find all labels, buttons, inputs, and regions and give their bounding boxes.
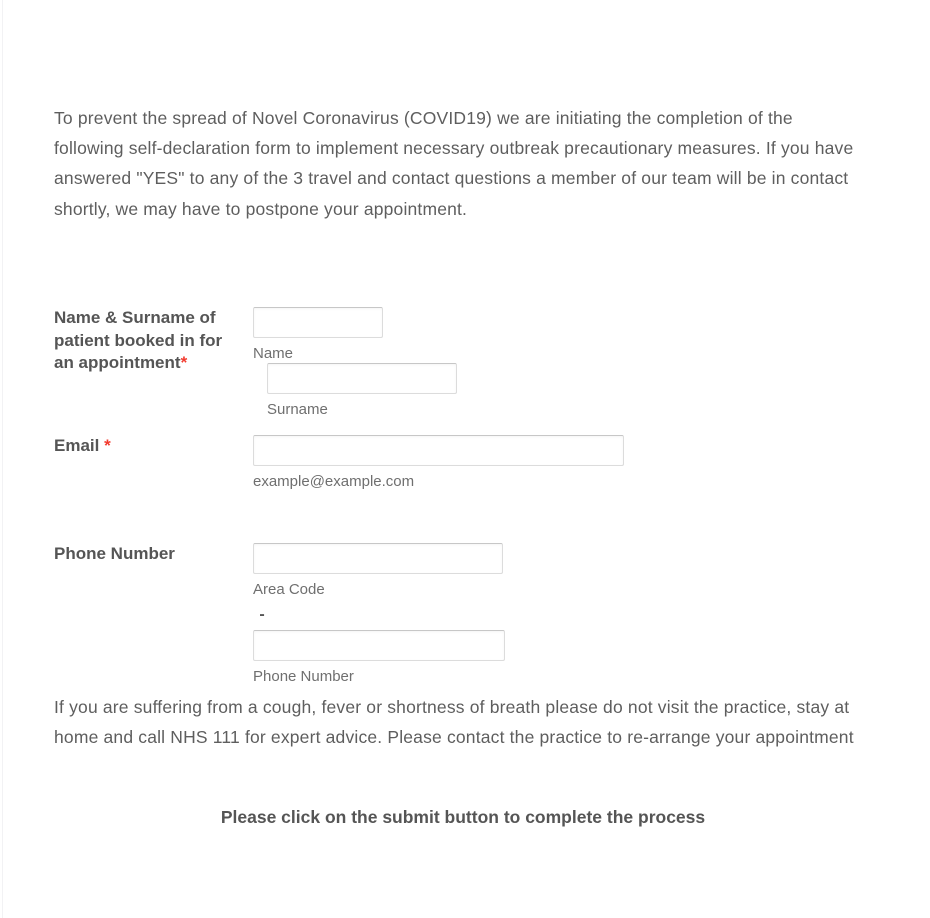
field-label-phone-number <box>54 543 244 566</box>
sub-label-phone-number: Phone Number <box>253 668 354 685</box>
area-code-input[interactable] <box>253 543 503 574</box>
intro-paragraph: To prevent the spread of Novel Coronavirus (COVID19) we are initiating the completion of the following self-declaration form to implement necessary outbreak precautionary measures. If you have answered "YES" to any of the 3 travel and contact questions a member of our team will be in contact shortly, we may have to postpone your appointment. <box>54 107 859 219</box>
field-inputs-phone-number <box>253 543 505 686</box>
field-label-text-name-surname: Name & Surname of patient booked in for an appointment <box>54 308 223 373</box>
field-label-email <box>54 435 244 458</box>
field-label-text-email: Email <box>54 436 100 455</box>
required-asterisk-email: * <box>104 436 111 455</box>
email-input[interactable] <box>253 435 624 466</box>
sub-label-surname: Surname <box>267 401 328 418</box>
field-inputs-email <box>253 435 624 491</box>
submit-instruction-text: Please click on the submit button to complete the process <box>220 806 706 827</box>
phone-separator-dash: - <box>259 606 265 623</box>
sub-label-name: Name <box>253 345 294 362</box>
phone-number-input[interactable] <box>253 630 505 661</box>
sub-label-email-example: example@example.com <box>253 473 415 490</box>
field-inputs-name-surname <box>253 307 457 419</box>
input-group-name <box>253 307 383 363</box>
field-label-text-phone-number: Phone Number <box>54 544 175 563</box>
required-asterisk-name-surname: * <box>180 353 188 373</box>
surname-input[interactable] <box>267 363 457 394</box>
input-group-email <box>253 435 624 491</box>
input-group-area-code <box>253 543 503 599</box>
input-group-phone-number <box>253 630 505 686</box>
field-label-name-surname <box>54 307 244 375</box>
advice-paragraph: If you are suffering from a cough, fever or shortness of breath please do not visit the practice, stay at home and call NHS 111 for expert advice. Please contact the practice to re-arrange your appointment <box>54 696 855 747</box>
name-input[interactable] <box>253 307 383 338</box>
input-group-surname <box>267 363 457 419</box>
page-edge-line <box>2 0 3 918</box>
sub-label-area-code: Area Code <box>253 581 325 598</box>
